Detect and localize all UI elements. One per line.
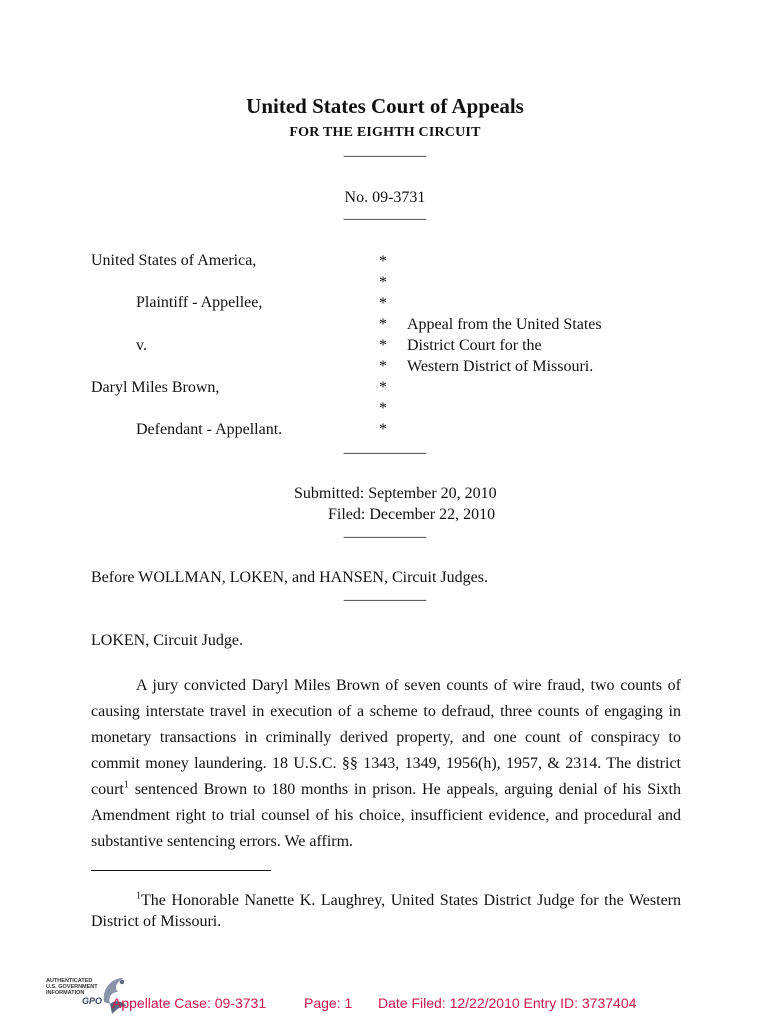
separator-rule: ___________ xyxy=(343,206,427,222)
separator-rule: ___________ xyxy=(343,143,427,159)
appeal-origin xyxy=(407,314,602,377)
caption-star: * xyxy=(379,358,387,375)
filed-date: Filed: December 22, 2010 xyxy=(328,506,496,523)
caption-star: * xyxy=(379,337,387,354)
seal-caption: AUTHENTICATED U.S. GOVERNMENT INFORMATION xyxy=(46,978,98,996)
versus: v. xyxy=(136,337,147,354)
caption-star: * xyxy=(379,253,387,270)
footnote xyxy=(91,890,681,932)
case-number: No. 09-3731 xyxy=(344,189,426,206)
caption-star: * xyxy=(379,316,387,333)
defendant-role: Defendant - Appellant. xyxy=(136,421,283,438)
separator-rule: ___________ xyxy=(343,587,427,603)
footer-page: Page: 1 xyxy=(304,995,353,1011)
footnote-text: The Honorable Nanette K. Laughrey, United States District Judge for the Western District of Missouri. xyxy=(91,892,681,930)
footnote-mark: 1 xyxy=(136,890,141,902)
footnote-divider xyxy=(91,870,271,871)
caption-star: * xyxy=(379,421,387,438)
plaintiff-role: Plaintiff - Appellee, xyxy=(136,294,263,311)
footer-filed: Date Filed: 12/22/2010 Entry ID: 3737404 xyxy=(378,995,637,1011)
caption-star: * xyxy=(379,274,387,291)
separator-rule: ___________ xyxy=(343,440,427,456)
opinion-paragraph xyxy=(91,673,681,855)
circuit-subtitle: FOR THE EIGHTH CIRCUIT xyxy=(289,125,481,140)
plaintiff-name: United States of America, xyxy=(91,252,257,269)
defendant-name: Daryl Miles Brown, xyxy=(91,379,220,396)
footnote-ref[interactable]: 1 xyxy=(123,779,129,791)
appeal-line: District Court for the xyxy=(407,337,542,354)
court-title: United States Court of Appeals xyxy=(246,94,524,118)
appeal-line: Western District of Missouri. xyxy=(407,358,594,375)
panel-judges: Before WOLLMAN, LOKEN, and HANSEN, Circuit Judges. xyxy=(91,569,488,586)
opinion-author: LOKEN, Circuit Judge. xyxy=(91,632,243,649)
submitted-date: Submitted: September 20, 2010 xyxy=(294,485,497,502)
appeal-line: Appeal from the United States xyxy=(407,316,602,333)
caption-stars xyxy=(379,251,393,440)
opinion-text: A jury convicted Daryl Miles Brown of seven counts of wire fraud, two counts of causing interstate travel in execution of a scheme to defraud, three counts of engaging in monetary transactions in criminally derived property, and one count of conspiracy to commit money laundering. 18 U.S.C. §§ 1343, 1349, 1956(h), 1957, & 2314. The district court xyxy=(91,677,681,798)
separator-rule: ___________ xyxy=(343,524,427,540)
opinion-text: sentenced Brown to 180 months in prison. He appeals, arguing denial of his Sixth Amendment right to trial counsel of his choice, insufficient evidence, and procedural and substantive sentencing errors. We affirm. xyxy=(91,781,681,850)
caption-star: * xyxy=(379,400,387,417)
footer-case: Appellate Case: 09-3731 xyxy=(112,995,267,1011)
caption-star: * xyxy=(379,379,387,396)
gpo-logo-text: GPO xyxy=(82,996,103,1006)
caption-star: * xyxy=(379,295,387,312)
